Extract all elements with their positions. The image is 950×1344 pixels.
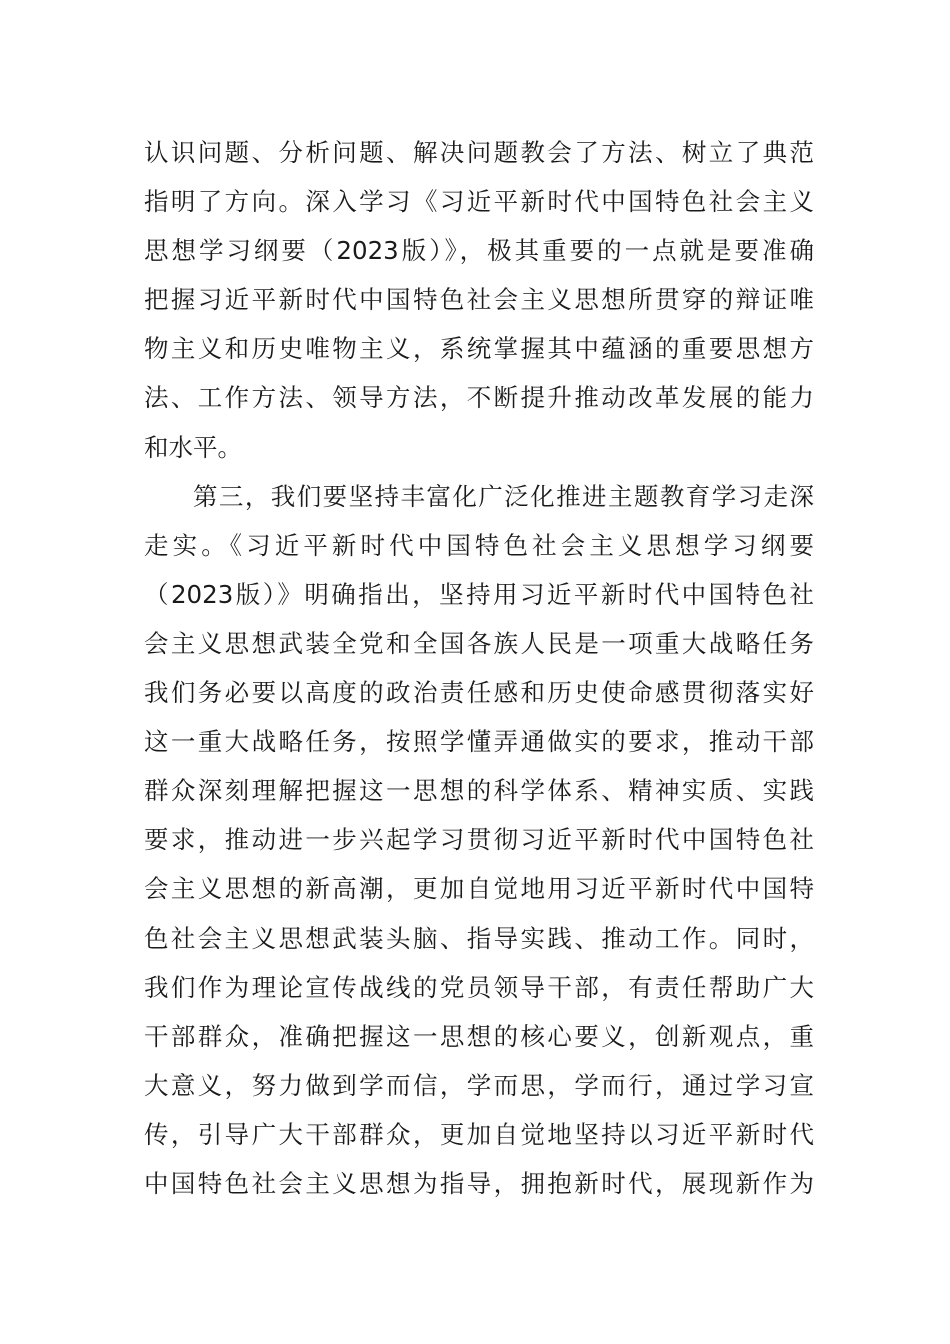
text-line: 干部群众，准确把握这一思想的核心要义，创新观点，重 (144, 1021, 814, 1051)
body-text (144, 128, 814, 1208)
text-line: 指明了方向。深入学习《习近平新时代中国特色社会主义 (144, 187, 814, 217)
text-line: 这一重大战略任务，按照学懂弄通做实的要求，推动干部 (144, 727, 814, 757)
text-line: 物主义和历史唯物主义，系统掌握其中蕴涵的重要思想方 (144, 334, 814, 364)
text-line: 群众深刻理解把握这一思想的科学体系、精神实质、实践 (144, 776, 814, 806)
text-line: 会主义思想的新高潮，更加自觉地用习近平新时代中国特 (144, 874, 814, 904)
text-line: （2023版）》明确指出，坚持用习近平新时代中国特色社 (144, 579, 814, 609)
text-line: 把握习近平新时代中国特色社会主义思想所贯穿的辩证唯 (144, 285, 814, 315)
text-line: 走实。《习近平新时代中国特色社会主义思想学习纲要 (144, 530, 814, 560)
text-line: 认识问题、分析问题、解决问题教会了方法、树立了典范 (144, 138, 814, 167)
text-line: 传，引导广大干部群众，更加自觉地坚持以习近平新时代 (144, 1119, 814, 1149)
text-line: 色社会主义思想武装头脑、指导实践、推动工作。同时， (144, 923, 814, 953)
text-line: 我们作为理论宣传战线的党员领导干部，有责任帮助广大 (144, 972, 814, 1002)
paragraph-start-line: 第三，我们要坚持丰富化广泛化推进主题教育学习走深 (193, 481, 814, 511)
text-line: 思想学习纲要（2023版）》，极其重要的一点就是要准确 (144, 236, 814, 266)
text-line: 和水平。 (144, 432, 242, 462)
text-line: 法、工作方法、领导方法，不断提升推动改革发展的能力 (144, 383, 814, 413)
text-line: 中国特色社会主义思想为指导，拥抱新时代，展现新作为 (144, 1168, 814, 1198)
text-line: 要求，推动进一步兴起学习贯彻习近平新时代中国特色社 (144, 825, 814, 855)
text-line: 大意义，努力做到学而信，学而思，学而行，通过学习宣 (144, 1070, 814, 1100)
text-line: 我们务必要以高度的政治责任感和历史使命感贯彻落实好 (144, 678, 814, 708)
text-line: 会主义思想武装全党和全国各族人民是一项重大战略任务 (144, 628, 814, 658)
